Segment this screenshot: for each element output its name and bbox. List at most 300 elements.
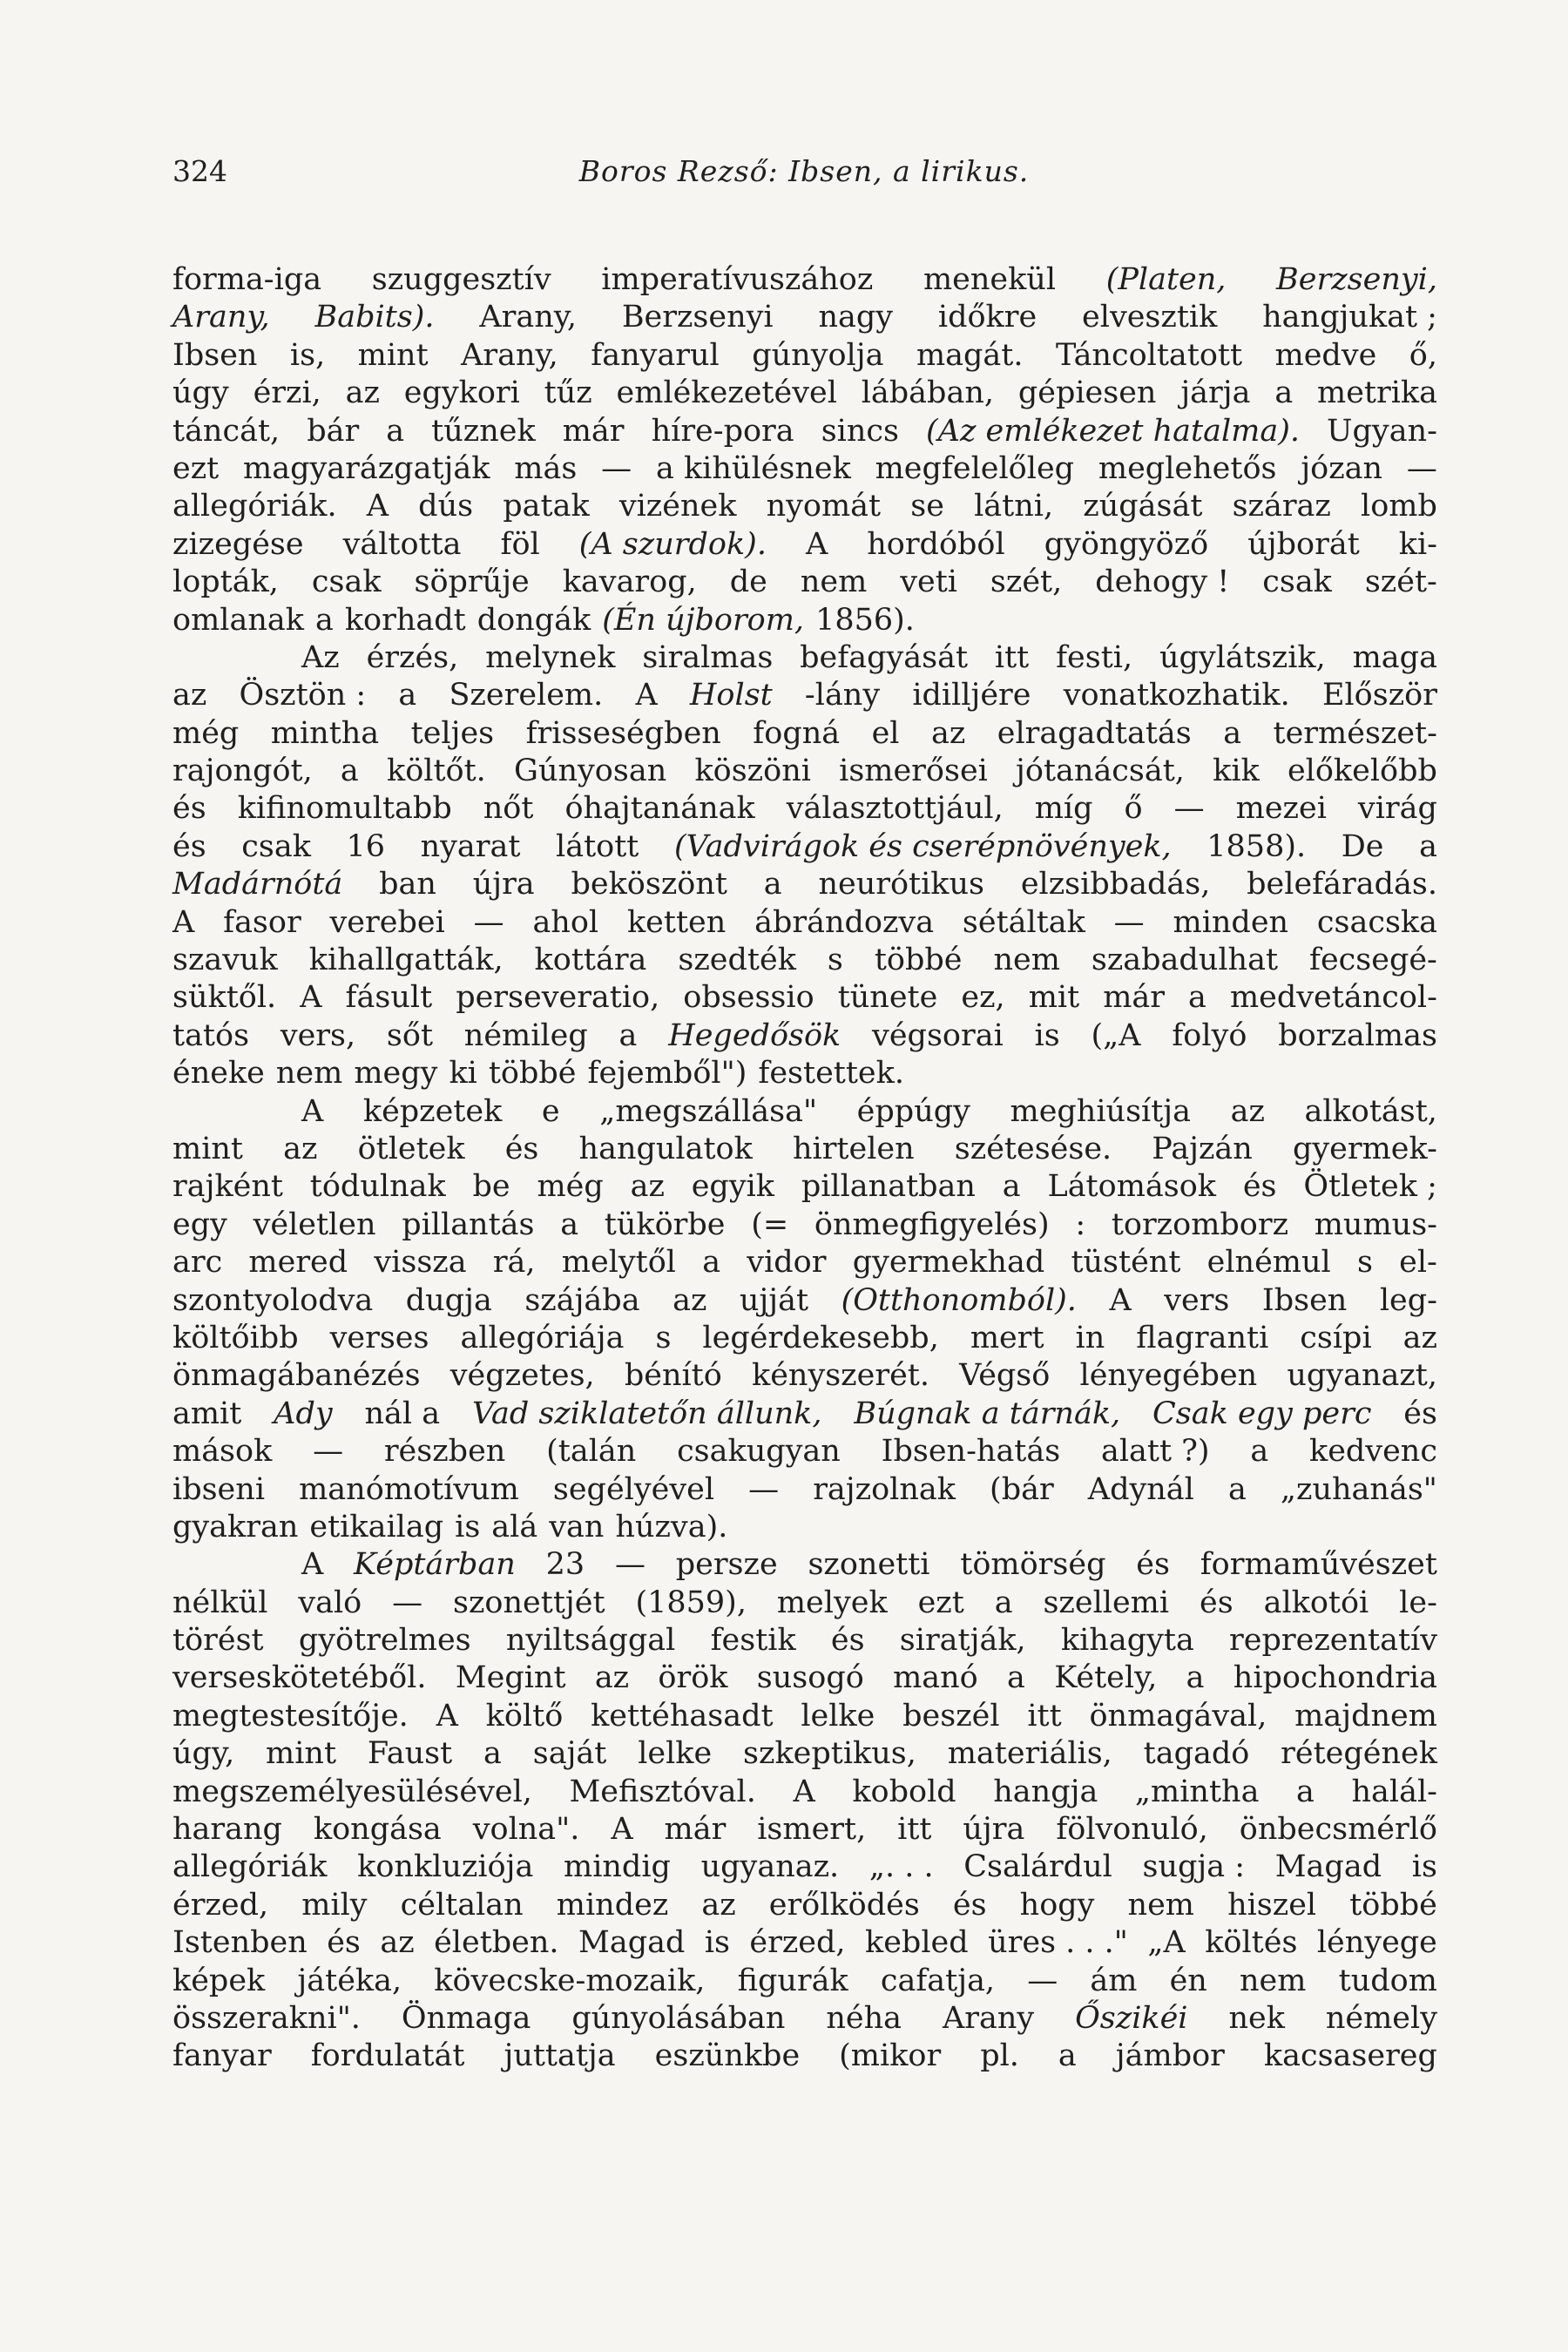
word: lelke xyxy=(801,1698,875,1734)
text-line xyxy=(172,488,1437,525)
italic-word: Holst xyxy=(689,678,773,713)
text-line xyxy=(172,1357,1437,1395)
word: csak xyxy=(311,564,382,600)
word: tükörbe xyxy=(604,1206,726,1242)
word: fanyarul xyxy=(591,337,720,373)
word: sugja : xyxy=(1142,1849,1246,1885)
word: költő xyxy=(485,1698,564,1734)
word: hirtelen xyxy=(792,1131,915,1166)
word: fölvonuló, xyxy=(1056,1812,1208,1848)
word: — xyxy=(1173,791,1205,827)
word: kebled xyxy=(865,1925,969,1961)
word: véletlen xyxy=(253,1206,376,1242)
word: önmegfigyelés) xyxy=(814,1206,1050,1242)
word: majdnem xyxy=(1294,1698,1437,1734)
word: tüstént xyxy=(1071,1245,1181,1281)
word: vonatkozhatik. xyxy=(1063,678,1290,713)
word: érzi, xyxy=(253,375,321,411)
word: és xyxy=(504,1131,539,1166)
word: ibseni xyxy=(172,1471,266,1507)
word: is, xyxy=(289,337,326,373)
word: torzomborz xyxy=(1111,1206,1289,1242)
word: csak xyxy=(1262,564,1332,600)
word: s xyxy=(1356,1245,1373,1281)
word: — xyxy=(1027,1963,1058,1998)
word: a xyxy=(1002,1169,1021,1205)
text-line xyxy=(172,1546,1437,1584)
word: a xyxy=(1188,980,1206,1016)
text-line xyxy=(172,1093,1437,1131)
word: hipochondria xyxy=(1233,1660,1437,1696)
word: mint xyxy=(357,337,429,373)
word: ám xyxy=(1090,1963,1138,1998)
italic-word: Vad sziklatetőn állunk, xyxy=(471,1396,822,1431)
word: többé xyxy=(1349,1887,1437,1923)
word: a xyxy=(618,1017,638,1053)
word: gúnyolásában xyxy=(571,2000,786,2036)
text-line xyxy=(172,564,1437,601)
word: csakugyan xyxy=(677,1434,841,1470)
word: önmagábanézés xyxy=(172,1358,421,1394)
word: verebei xyxy=(329,904,445,940)
word: a xyxy=(386,413,405,449)
word: folyó xyxy=(1172,1017,1247,1053)
text-line xyxy=(172,2000,1437,2038)
word: szájába xyxy=(524,1282,640,1318)
word: maga xyxy=(1352,639,1437,675)
italic-word: (Platen, xyxy=(1105,262,1227,297)
word: az xyxy=(594,1660,630,1696)
word: ábrándozva xyxy=(754,904,935,940)
word: érzés, xyxy=(366,639,459,675)
word: meglehetős xyxy=(1098,450,1277,486)
word: volna". xyxy=(472,1812,580,1848)
word: gyöngyöző xyxy=(1044,526,1209,562)
word: figurák xyxy=(737,1963,848,1998)
word: mindig xyxy=(564,1849,671,1885)
word: -lány xyxy=(804,678,881,713)
word: a xyxy=(702,1245,721,1281)
word: Ibsen-hatás xyxy=(881,1434,1061,1470)
word: perseveratio, xyxy=(456,980,660,1016)
body-text xyxy=(172,261,1437,2076)
word: melyek xyxy=(776,1585,888,1620)
text-line xyxy=(172,1055,1437,1092)
word: újra xyxy=(472,867,535,902)
word: pl. xyxy=(980,2038,1019,2074)
word: nélkül xyxy=(172,1585,268,1620)
word: saját xyxy=(532,1736,607,1772)
word: arc xyxy=(172,1245,223,1281)
word: — xyxy=(614,1547,645,1583)
word: tudom xyxy=(1338,1963,1437,1998)
page-number: 324 xyxy=(172,154,227,188)
word: néha xyxy=(826,2000,902,2036)
word: „mintha xyxy=(1134,1774,1260,1809)
italic-word: Madárnótá xyxy=(172,867,343,902)
italic-word: (Vadvirágok és cserépnövények, xyxy=(673,828,1172,864)
word: hiszel xyxy=(1227,1887,1317,1923)
word: De xyxy=(1341,828,1384,864)
text-line xyxy=(172,602,1437,639)
word: nőt xyxy=(483,791,534,827)
word: szellemi xyxy=(1043,1585,1170,1620)
word: megszemélyesülésével, xyxy=(172,1774,532,1809)
word: a xyxy=(398,678,417,713)
word: rétegének xyxy=(1281,1736,1437,1772)
word: — xyxy=(392,1585,423,1620)
italic-word: (Én újborom, xyxy=(602,602,805,638)
word: részben xyxy=(383,1434,506,1470)
word: fanyar xyxy=(172,2038,272,2074)
word: híre-pora xyxy=(651,413,794,449)
word: Arany, xyxy=(479,300,577,335)
italic-word: (Otthonomból). xyxy=(841,1282,1077,1318)
word: szontyolodva xyxy=(172,1282,374,1318)
text-line xyxy=(172,526,1437,564)
word: és xyxy=(172,828,206,864)
word: — xyxy=(748,1471,780,1507)
word: A xyxy=(1109,1282,1132,1318)
word: metrika xyxy=(1317,375,1437,411)
word: és xyxy=(1199,1585,1233,1620)
word: ban xyxy=(379,867,436,902)
word: itt xyxy=(994,639,1030,675)
word: melytől xyxy=(561,1245,676,1281)
word: végsorai xyxy=(872,1017,1004,1053)
word: is xyxy=(1411,1849,1437,1885)
word: az xyxy=(345,375,380,411)
text-line xyxy=(172,1509,1437,1546)
word: „zuhanás" xyxy=(1280,1471,1437,1507)
italic-word: Ady xyxy=(274,1396,333,1431)
text-line xyxy=(172,942,1437,979)
word: obsessio xyxy=(683,980,814,1016)
word: költőt. xyxy=(386,754,486,789)
text-line xyxy=(172,866,1437,903)
word: materiális, xyxy=(947,1736,1112,1772)
word: örök xyxy=(658,1660,728,1696)
word: (talán xyxy=(546,1434,637,1470)
word: hangja xyxy=(993,1774,1098,1809)
word: vidor xyxy=(747,1245,827,1281)
word: elragadtatás xyxy=(997,715,1192,751)
word: a kihülésnek xyxy=(655,450,851,486)
word: lényege xyxy=(1316,1925,1437,1961)
word: óhajtanának xyxy=(564,791,755,827)
word: dugja xyxy=(405,1282,492,1318)
word: A xyxy=(172,904,195,940)
word: nem xyxy=(1127,1887,1194,1923)
word: minden xyxy=(1173,904,1289,940)
word: van xyxy=(549,1509,605,1544)
word: szét- xyxy=(1364,564,1437,600)
word: az xyxy=(172,678,207,713)
word: gyermek- xyxy=(1292,1131,1437,1166)
word: hangjukat ; xyxy=(1262,300,1437,335)
word: veti xyxy=(900,564,957,600)
word: mint xyxy=(266,1736,337,1772)
word: kongása xyxy=(313,1812,442,1848)
word: A xyxy=(301,1547,324,1583)
word: alkotást, xyxy=(1304,1093,1437,1129)
word: susogó xyxy=(756,1660,864,1696)
text-line xyxy=(172,261,1437,299)
word: harang xyxy=(172,1812,282,1848)
word: e xyxy=(541,1093,560,1129)
word: nek xyxy=(1228,2000,1285,2036)
word: az xyxy=(1230,1093,1265,1129)
word: konkluziója xyxy=(357,1849,534,1885)
word: szonettjét xyxy=(453,1585,605,1620)
word: tünete xyxy=(837,980,938,1016)
word: önbecsmérlő xyxy=(1239,1812,1437,1848)
word: az xyxy=(672,1282,707,1318)
word: omlanak xyxy=(172,602,304,638)
word: már xyxy=(562,413,625,449)
text-line xyxy=(172,1320,1437,1357)
word: verses xyxy=(329,1320,429,1355)
word: ki xyxy=(449,1056,477,1092)
word: ismerősei xyxy=(839,754,988,789)
text-line xyxy=(172,1244,1437,1281)
word: is xyxy=(704,1925,730,1961)
word: mindez xyxy=(556,1887,669,1923)
word: A xyxy=(635,678,658,713)
italic-word: Búgnak a tárnák, xyxy=(854,1396,1121,1431)
text-line xyxy=(172,715,1437,753)
word: nyarat xyxy=(420,828,521,864)
word: az xyxy=(701,1887,736,1923)
word: való xyxy=(298,1585,362,1620)
word: Önmaga xyxy=(401,2000,531,2036)
word: és xyxy=(1242,1169,1277,1205)
text-line xyxy=(172,1887,1437,1924)
word: itt xyxy=(897,1812,932,1848)
word: A xyxy=(611,1812,633,1848)
word: reprezentatív xyxy=(1229,1623,1437,1659)
word: még xyxy=(172,715,240,751)
word: fásult xyxy=(345,980,433,1016)
word: s xyxy=(655,1320,672,1355)
word: elzsibbadás, xyxy=(1020,867,1211,902)
word: (mikor xyxy=(839,2038,942,2074)
word: A xyxy=(300,980,322,1016)
word: siralmas xyxy=(642,639,774,675)
word: mered xyxy=(248,1245,348,1281)
word: nem xyxy=(800,564,868,600)
word: verseskötetéből. xyxy=(172,1660,427,1696)
italic-word: Csak egy perc xyxy=(1152,1396,1372,1431)
word: lomb xyxy=(1361,489,1437,524)
word: szkeptikus, xyxy=(743,1736,916,1772)
word: festettek. xyxy=(758,1056,904,1092)
word: játéka, xyxy=(297,1963,402,1998)
word: ezt xyxy=(917,1585,964,1620)
word: de xyxy=(729,564,767,600)
word: „A xyxy=(1147,1925,1186,1961)
word: váltotta xyxy=(342,526,462,562)
word: fogná xyxy=(753,715,841,751)
text-line xyxy=(172,299,1437,336)
word: ki- xyxy=(1398,526,1437,562)
word: manómotívum xyxy=(299,1471,519,1507)
word: mintha xyxy=(270,715,380,751)
word: idilljére xyxy=(912,678,1031,713)
word: lényegében xyxy=(1079,1358,1258,1394)
word: nem xyxy=(993,943,1060,978)
text-line xyxy=(172,1131,1437,1168)
word: szuggesztív xyxy=(371,262,551,297)
text-line xyxy=(172,1811,1437,1848)
word: nyiltsággal xyxy=(505,1623,676,1659)
text-line xyxy=(172,1659,1437,1697)
word: „. . . xyxy=(868,1849,934,1885)
word: söprűje xyxy=(414,564,530,600)
text-line xyxy=(172,828,1437,866)
word: az xyxy=(1402,1320,1437,1355)
word: többé xyxy=(488,1056,577,1092)
word: gyötrelmes xyxy=(298,1623,471,1659)
word: medve xyxy=(1274,337,1377,373)
word: legérdekesebb, xyxy=(702,1320,939,1355)
word: halál- xyxy=(1351,1774,1437,1809)
word: a xyxy=(763,867,782,902)
word: Kétely, xyxy=(1054,1660,1158,1696)
word: köszöni xyxy=(694,754,811,789)
text-line xyxy=(172,1848,1437,1886)
word: alatt ?) xyxy=(1100,1434,1210,1470)
word: kettéhasadt xyxy=(591,1698,774,1734)
word: és xyxy=(172,791,206,827)
word: cafatja, xyxy=(880,1963,996,1998)
text-line xyxy=(172,1924,1437,1962)
word: (1859), xyxy=(635,1585,747,1620)
word: fordulatát xyxy=(310,2038,465,2074)
word: kifinomultabb xyxy=(237,791,452,827)
word: vers, xyxy=(280,1017,356,1053)
word: kobold xyxy=(852,1774,956,1809)
word: és xyxy=(830,1623,865,1659)
word: nagy xyxy=(818,300,894,335)
word: látott xyxy=(556,828,639,864)
word: forma-iga xyxy=(172,262,322,297)
text-line xyxy=(172,1396,1437,1433)
word: neurótikus xyxy=(818,867,985,902)
word: (bár xyxy=(990,1471,1054,1507)
word: többé xyxy=(874,943,963,978)
word: emlékezetével xyxy=(616,375,837,411)
word: segélyével xyxy=(552,1471,715,1507)
word: fejemből") xyxy=(587,1056,747,1092)
word: éneke xyxy=(172,1056,265,1092)
word: mit xyxy=(1028,980,1080,1016)
word: gyakran xyxy=(172,1509,299,1544)
word: persze xyxy=(675,1547,778,1583)
word: 16 xyxy=(346,828,386,864)
word: virág xyxy=(1357,791,1437,827)
word: Istenben xyxy=(172,1925,308,1961)
word: 23 xyxy=(545,1547,585,1583)
word: az xyxy=(283,1131,318,1166)
word: alkotói xyxy=(1263,1585,1369,1620)
word: etikailag xyxy=(309,1509,444,1544)
word: — xyxy=(601,450,632,486)
word: egyik xyxy=(691,1169,774,1205)
word: A xyxy=(301,1093,324,1129)
word: Berzsenyi xyxy=(621,300,774,335)
word: ismert, xyxy=(757,1812,867,1848)
text-line xyxy=(172,450,1437,488)
word: Szerelem. xyxy=(449,678,604,713)
word: „megszállása" xyxy=(599,1093,818,1129)
word: Arany, xyxy=(461,337,558,373)
word: Gúnyosan xyxy=(513,754,667,789)
word: üres . . ." xyxy=(988,1925,1128,1961)
word: patak xyxy=(503,489,590,524)
word: Magad xyxy=(578,1925,686,1961)
word: önmagával, xyxy=(1089,1698,1267,1734)
word: választottjául, xyxy=(786,791,1004,827)
word: ötletek xyxy=(357,1131,465,1166)
word: fecsegé- xyxy=(1309,943,1437,978)
word: képzetek xyxy=(362,1093,503,1129)
word: csak xyxy=(241,828,311,864)
word: Ösztön : xyxy=(239,678,367,713)
word: tömörség xyxy=(960,1547,1106,1583)
word: a xyxy=(560,1206,579,1242)
word: a xyxy=(1186,1660,1205,1696)
word: Táncoltatott xyxy=(1055,337,1243,373)
word: szonetti xyxy=(808,1547,930,1583)
word: előkelőbb xyxy=(1287,754,1437,789)
text-line xyxy=(172,413,1437,450)
word: céltalan xyxy=(400,1887,524,1923)
word: lábában, xyxy=(861,375,994,411)
word: költés xyxy=(1205,1925,1298,1961)
italic-word: Képtárban xyxy=(354,1547,516,1583)
word: elvesztik xyxy=(1082,300,1218,335)
word: kedvenc xyxy=(1308,1434,1437,1470)
word: dehogy ! xyxy=(1095,564,1230,600)
word: be xyxy=(472,1169,510,1205)
word: az xyxy=(630,1169,665,1205)
italic-word: Babits). xyxy=(314,300,435,335)
italic-word: Hegedősök xyxy=(668,1017,841,1053)
word: alá xyxy=(491,1509,538,1544)
word: hogy xyxy=(1019,1887,1095,1923)
word: frisseségben xyxy=(525,715,721,751)
word: eszünkbe xyxy=(654,2038,801,2074)
text-line xyxy=(172,1585,1437,1622)
word: úgylátszik, xyxy=(1159,639,1326,675)
word: kacsasereg xyxy=(1263,2038,1437,2074)
word: zizegése xyxy=(172,526,304,562)
text-line xyxy=(172,677,1437,714)
word: dús xyxy=(418,489,474,524)
word: vers xyxy=(1164,1282,1230,1318)
word: ketten xyxy=(626,904,727,940)
text-line xyxy=(172,1735,1437,1773)
word: sincs xyxy=(821,413,899,449)
word: pillantás xyxy=(402,1206,535,1242)
text-line xyxy=(172,1433,1437,1470)
word: némileg xyxy=(463,1017,588,1053)
word: hordóból xyxy=(867,526,1005,562)
word: nyomát xyxy=(766,489,882,524)
word: Adynál xyxy=(1087,1471,1194,1507)
text-line xyxy=(172,1168,1437,1206)
